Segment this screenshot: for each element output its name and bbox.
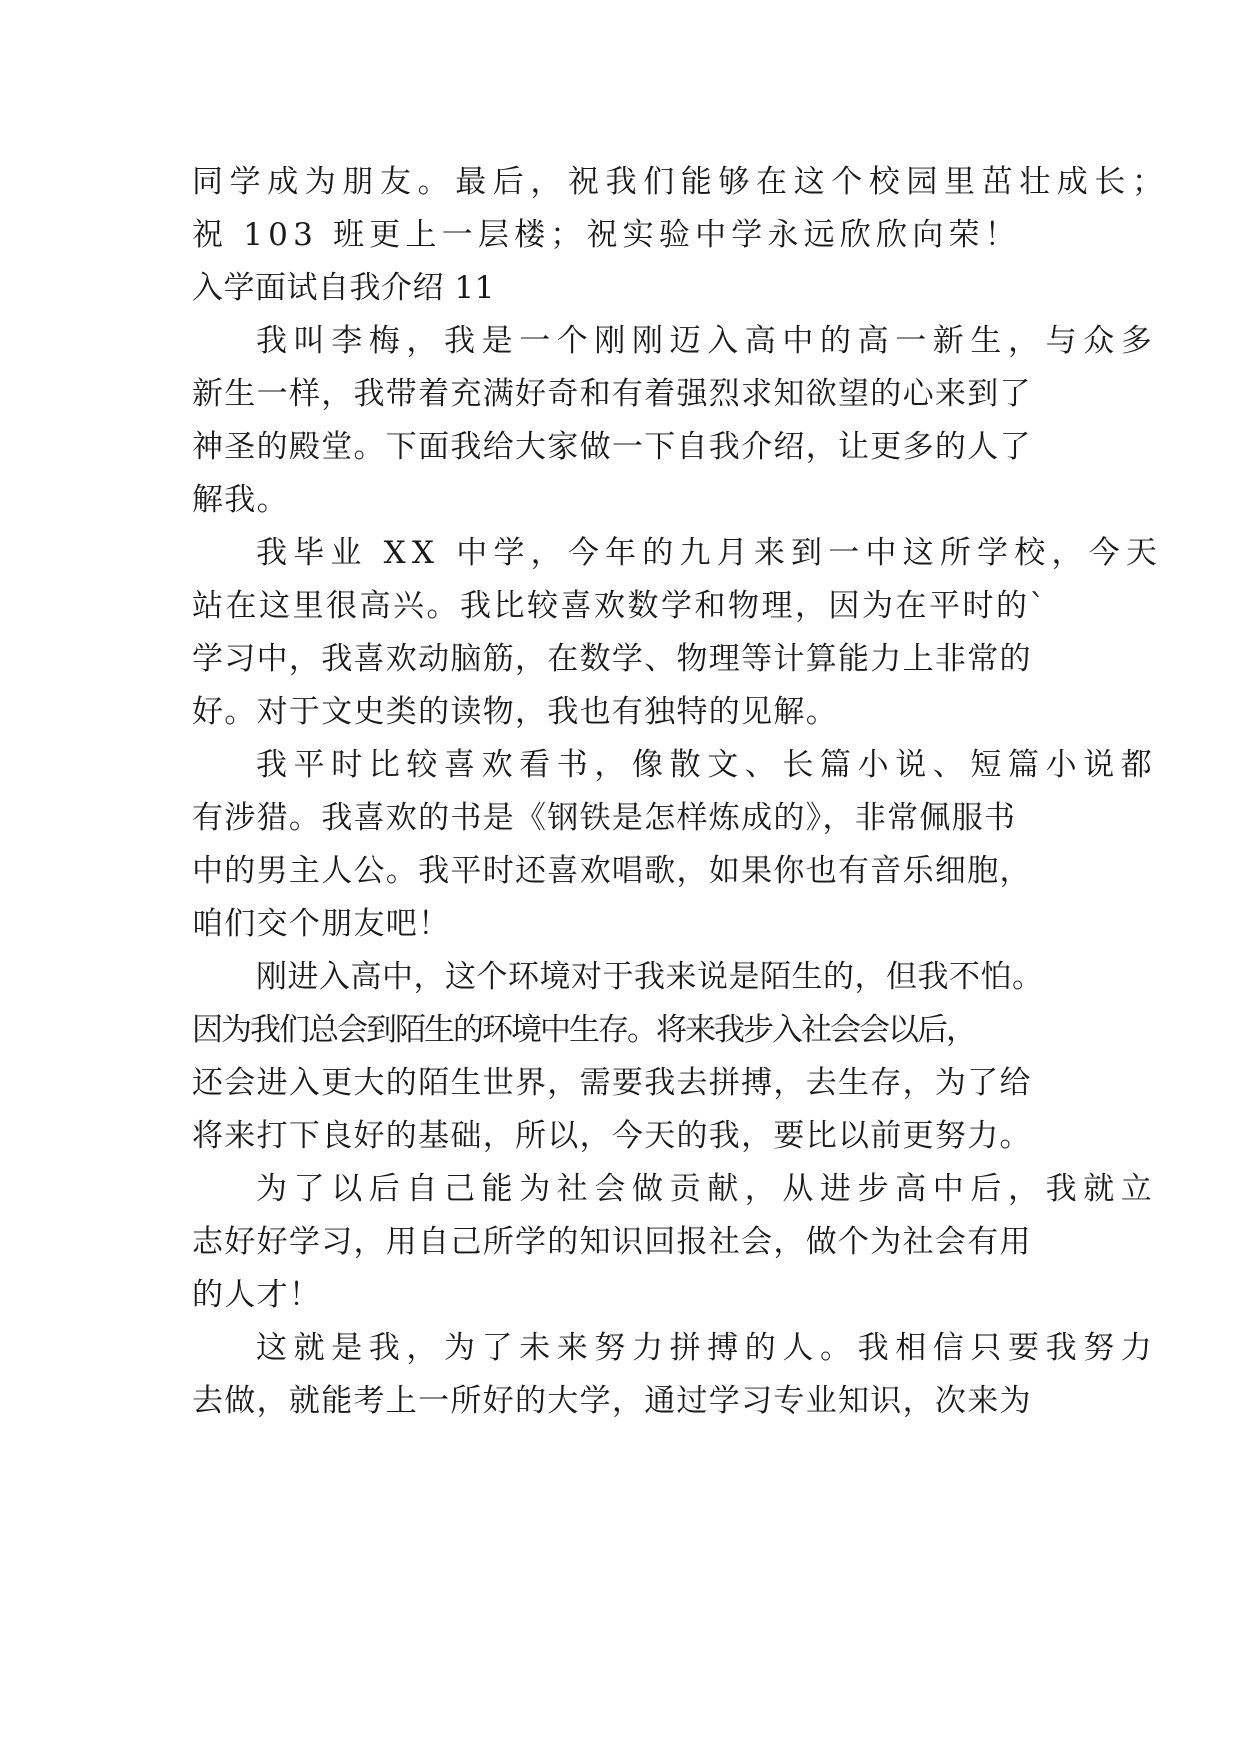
text-line: 去做，就能考上一所好的大学，通过学习专业知识，次来为: [192, 1383, 1032, 1419]
text-line: 同学成为朋友。最后，祝我们能够在这个校园里茁壮成长；: [192, 164, 1170, 200]
paragraph-first-line: 这就是我，为了未来努力拼搏的人。我相信只要我努力: [256, 1330, 1159, 1366]
paragraph-first-line: 我毕业 XX 中学，今年的九月来到一中这所学校，今天: [256, 535, 1164, 571]
text-line: 因为我们总会到陌生的环境中生存。将来我步入社会会以后，: [192, 1012, 975, 1048]
text-line: 好。对于文史类的读物，我也有独特的见解。: [192, 694, 838, 730]
text-line: 神圣的殿堂。下面我给大家做一下自我介绍，让更多的人了: [192, 429, 1032, 465]
text-line: 解我。: [192, 482, 289, 518]
paragraph-first-line: 为了以后自己能为社会做贡献，从进步高中后，我就立: [256, 1171, 1159, 1207]
text-line: 中的男主人公。我平时还喜欢唱歌，如果你也有音乐细胞，: [192, 853, 1032, 889]
section-heading: 入学面试自我介绍 11: [192, 270, 495, 306]
paragraph-first-line: 我平时比较喜欢看书，像散文、长篇小说、短篇小说都: [256, 747, 1159, 783]
text-line: 的人才！: [192, 1277, 322, 1313]
text-line: 有涉猎。我喜欢的书是《钢铁是怎样炼成的》，非常佩服书: [192, 800, 1017, 836]
text-line: 咱们交个朋友吧！: [192, 906, 451, 942]
text-line: 志好好学习，用自己所学的知识回报社会，做个为社会有用: [192, 1224, 1032, 1260]
text-line: 将来打下良好的基础，所以，今天的我，要比以前更努力。: [192, 1118, 1032, 1154]
text-line: 祝 103 班更上一层楼；祝实验中学永远欣欣向荣！: [192, 217, 1021, 253]
paragraph-first-line: 我叫李梅，我是一个刚刚迈入高中的高一新生，与众多: [256, 323, 1159, 359]
paragraph-first-line: 刚进入高中，这个环境对于我来说是陌生的，但我不怕。: [256, 959, 1044, 995]
text-line: 还会进入更大的陌生世界，需要我去拼搏，去生存，为了给: [192, 1065, 1032, 1101]
text-line: 新生一样，我带着充满好奇和有着强烈求知欲望的心来到了: [192, 376, 1032, 412]
text-line: 学习中，我喜欢动脑筋，在数学、物理等计算能力上非常的: [192, 641, 1032, 677]
text-line: 站在这里很高兴。我比较喜欢数学和物理，因为在平时的`: [192, 588, 1048, 624]
